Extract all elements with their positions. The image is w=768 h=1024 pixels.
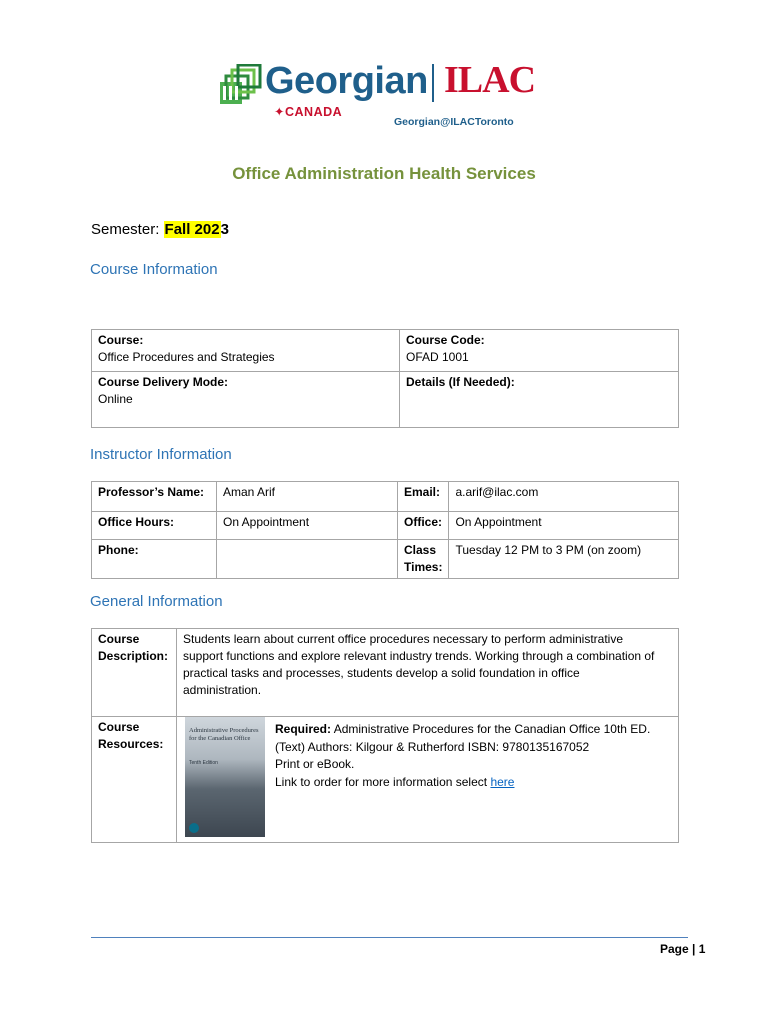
course-value: Office Procedures and Strategies [98,350,275,364]
delivery-mode-cell [92,372,400,428]
general-information-heading: General Information [90,593,223,610]
course-information-table [91,329,679,428]
page-number: Page | 1 [660,942,706,956]
book-format: Print or eBook. [275,757,355,771]
semester-value: Fall 202 [164,221,220,238]
office-label: Office: [398,512,449,540]
semester-label: Semester: [91,221,160,238]
ilac-logo: ILAC [444,59,536,101]
phone-label: Phone: [92,540,217,579]
delivery-mode-label: Course Delivery Mode: [98,375,229,389]
class-times-label: Class Times: [398,540,449,579]
details-label: Details (If Needed): [406,375,515,389]
course-code-value: OFAD 1001 [406,350,469,364]
georgian-ilac-logo [218,58,548,132]
semester-line [91,221,229,238]
delivery-mode-value: Online [98,392,133,406]
document-title: Office Administration Health Services [232,164,536,183]
required-label: Required: [275,722,332,736]
email-value: a.arif@ilac.com [449,482,679,512]
course-resources-label: Course Resources: [92,717,177,843]
course-description-label: Course Description: [92,629,177,717]
maple-leaf-icon: ✦ [274,105,285,119]
logo-divider [432,64,434,102]
course-code-label: Course Code: [406,333,485,347]
details-cell [400,372,679,428]
professor-name-label: Professor’s Name: [92,482,217,512]
course-cell [92,330,400,372]
instructor-information-table [91,481,679,579]
footer-rule [91,937,688,938]
course-information-heading: Course Information [90,261,218,278]
office-hours-label: Office Hours: [92,512,217,540]
course-description-value: Students learn about current office procedures necessary to perform administrative support functions and explore relevant industry trends. Working through a combination of practical tasks and processes, students develop a solid foundation in office administration. [177,629,679,717]
course-code-cell [400,330,679,372]
order-link-text: Link to order for more information select [275,774,488,789]
instructor-information-heading: Instructor Information [90,446,232,463]
logo-wordmark: Georgian [265,60,428,102]
class-times-value: Tuesday 12 PM to 3 PM (on zoom) [449,540,679,579]
semester-value-tail: 3 [220,221,229,238]
email-label: Email: [398,482,449,512]
office-value: On Appointment [449,512,679,540]
course-label: Course: [98,333,144,347]
textbook-cover-title: Administrative Procedures for the Canadian Office [189,727,259,742]
textbook-cover-image [185,717,265,837]
logo-country: ✦CANADA [274,105,343,119]
textbook-cover-edition: Tenth Edition [189,760,218,766]
publisher-logo-icon [189,823,199,833]
course-resources-text [275,717,650,837]
phone-value [217,540,398,579]
professor-name-value: Aman Arif [217,482,398,512]
general-information-table [91,628,679,843]
required-book: Administrative Procedures for the Canadian Office 10th ED. [333,722,651,736]
course-resources-cell [177,717,679,843]
book-authors-isbn: (Text) Authors: Kilgour & Rutherford ISBN: 9780135167052 [275,739,590,754]
logo-tagline: Georgian@ILACToronto [394,116,514,128]
georgian-leaf-icon [218,64,262,108]
office-hours-value: On Appointment [217,512,398,540]
order-link[interactable]: here [490,774,515,789]
